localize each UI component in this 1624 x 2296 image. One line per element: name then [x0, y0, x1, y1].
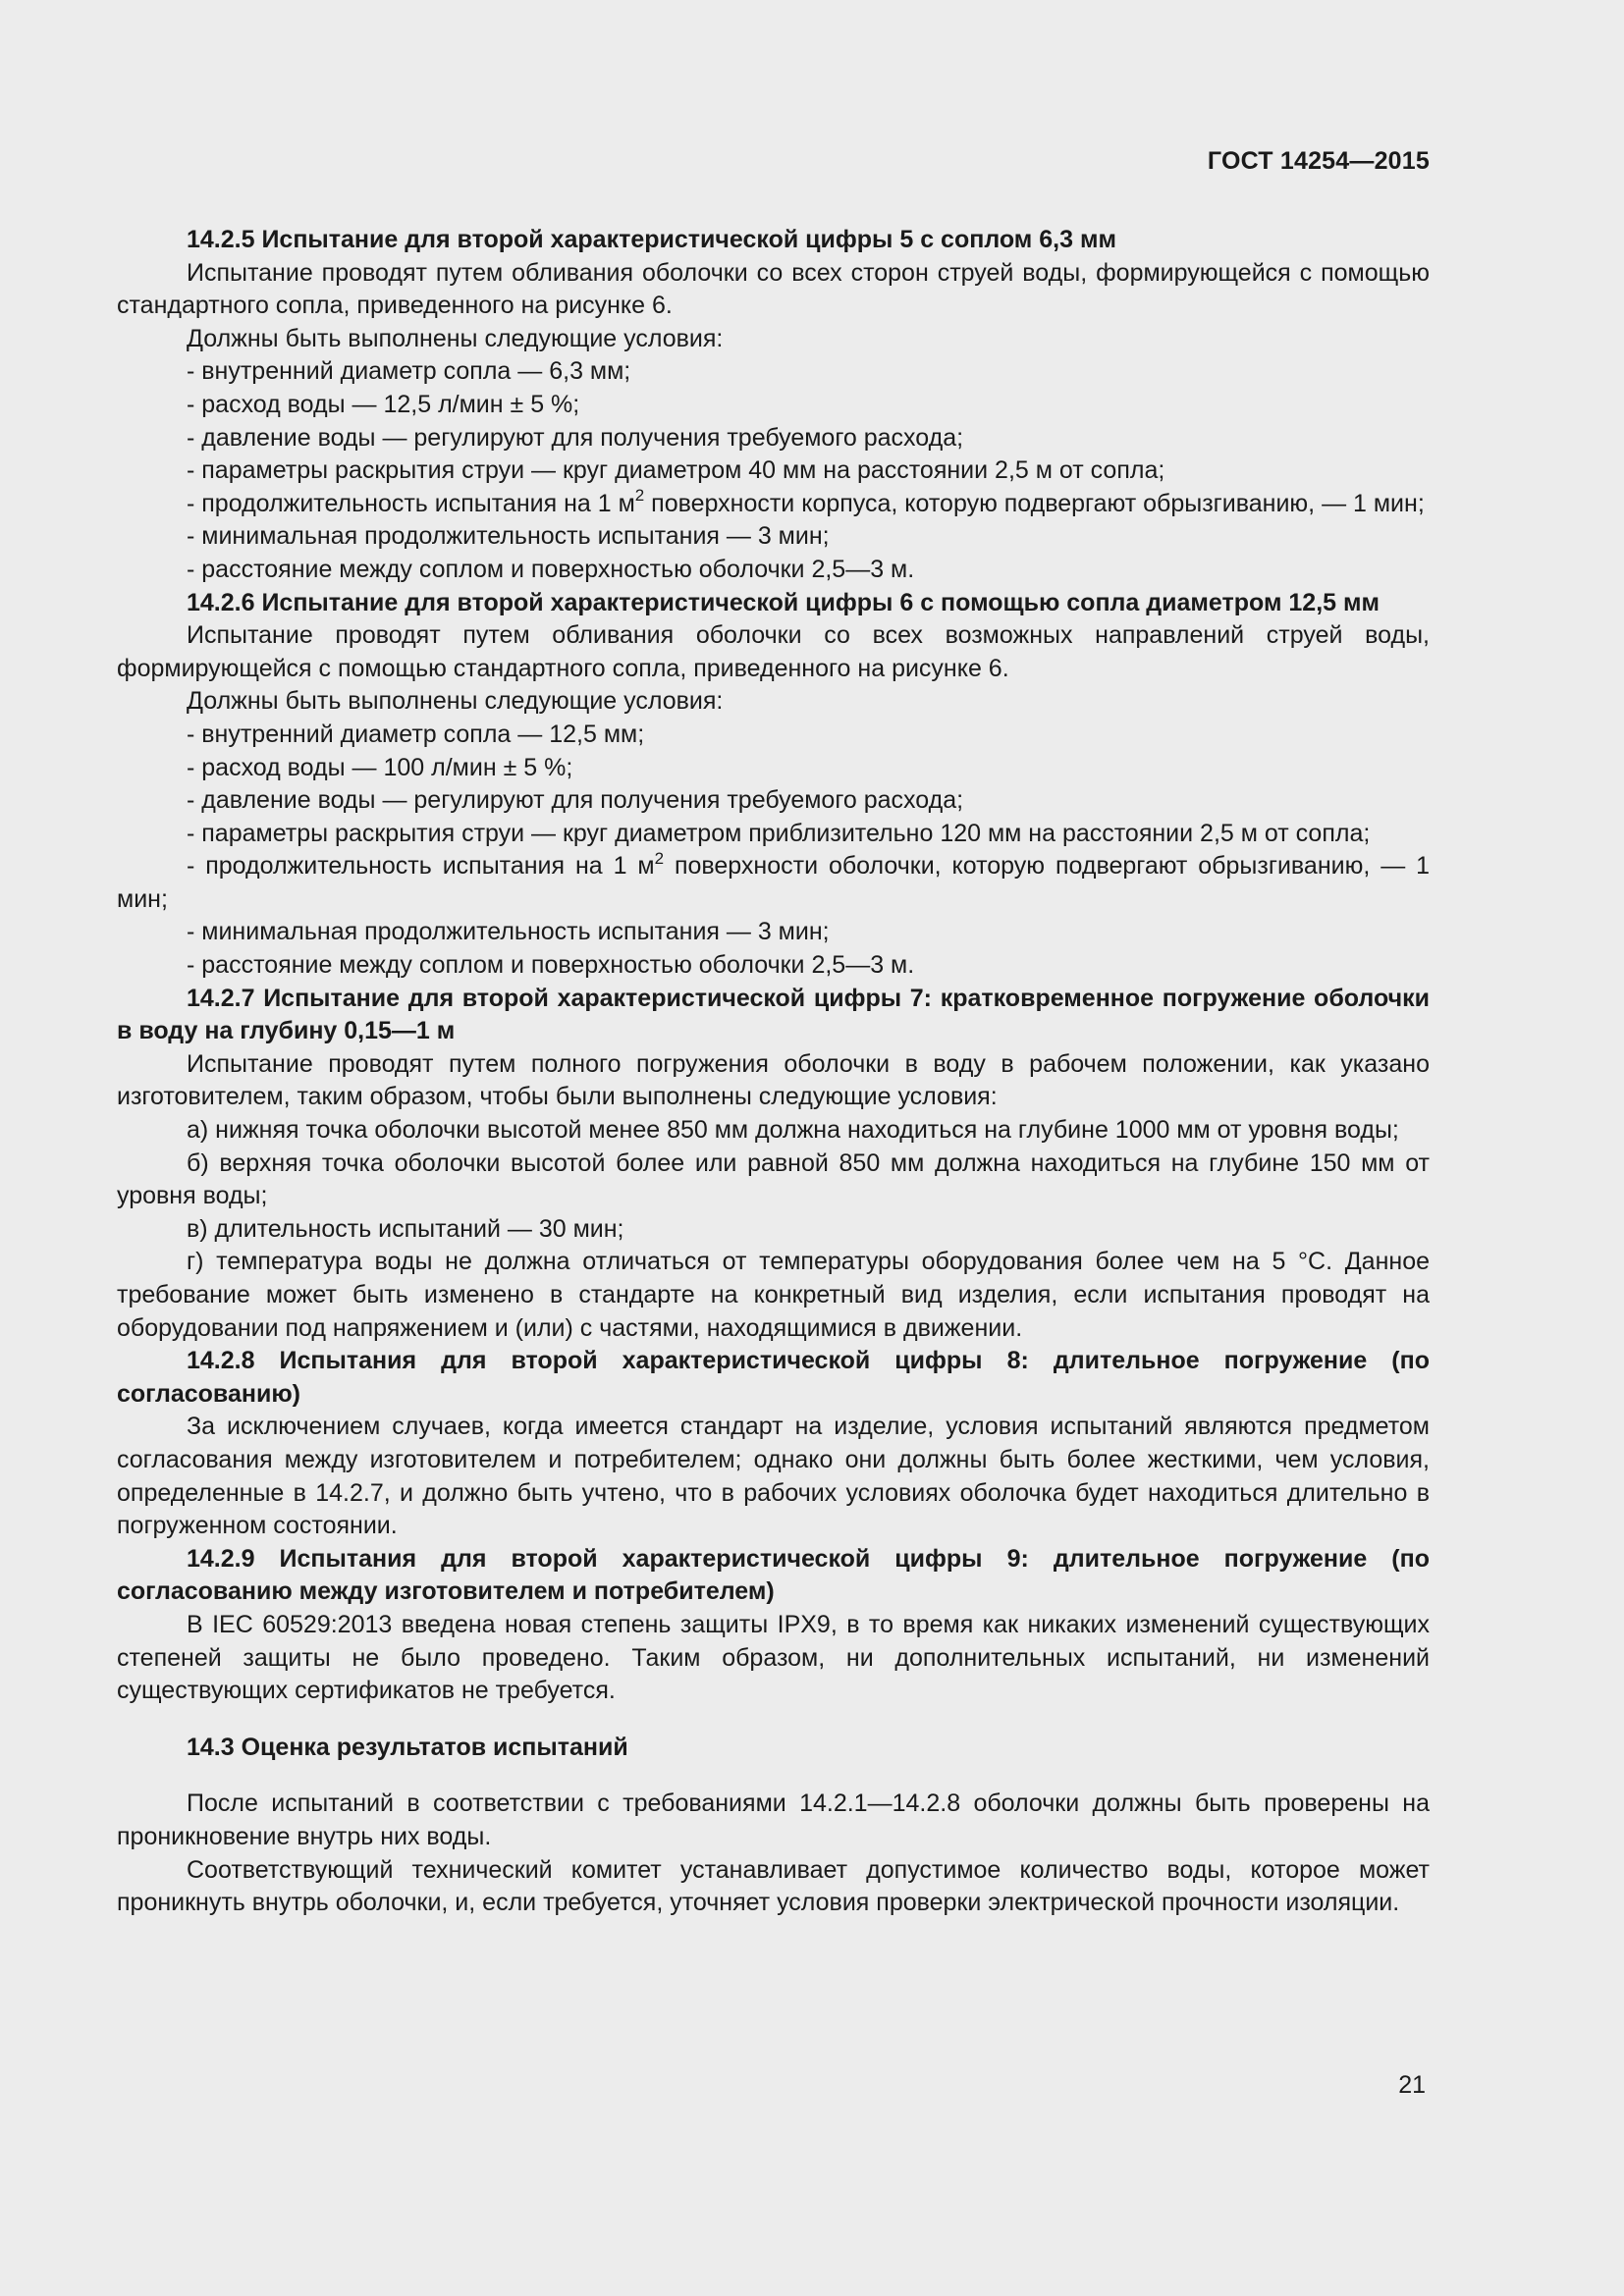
paragraph: После испытаний в соответствии с требованиями 14.2.1—14.2.8 оболочки должны быть проверены на проникновение внутрь них воды.	[117, 1789, 1430, 1850]
list-item: - внутренний диаметр сопла — 6,3 мм;	[187, 357, 631, 386]
list-item: - расход воды — 12,5 л/мин ± 5 %;	[187, 390, 580, 418]
section-heading: 14.2.6 Испытание для второй характеристической цифры 6 с помощью сопла диаметром 12,5 мм	[187, 588, 1380, 616]
list-item: - расстояние между соплом и поверхностью оболочки 2,5—3 м.	[187, 555, 915, 583]
superscript: 2	[654, 848, 665, 868]
list-item	[117, 850, 1430, 916]
list-item: г) температура воды не должна отличаться от температуры оборудования более чем на 5 °С. Данное требование может быть изменено в стандарте на конкретный вид изделия, если испытания проводят на оборудовании под напряжением и (или) с частями, находящимися в движении.	[117, 1248, 1430, 1342]
list-item-text: поверхности оболочки, которую подвергают обрызгиванию, — 1 мин;	[117, 852, 1431, 913]
document-id: ГОСТ 14254—2015	[1207, 147, 1430, 175]
superscript: 2	[634, 486, 645, 506]
list-item: а) нижняя точка оболочки высотой менее 850 мм должна находиться на глубине 1000 мм от уровня воды;	[187, 1116, 1399, 1145]
list-item: - внутренний диаметр сопла — 12,5 мм;	[187, 720, 645, 748]
paragraph: За исключением случаев, когда имеется стандарт на изделие, условия испытаний являются предметом согласования между изготовителем и потребителем; однако они должны быть более жесткими, чем условия, определенные в 14.2.7, и должно быть учтено, что в рабочих условиях оболочка будет находиться длительно в погруженном состоянии.	[117, 1413, 1430, 1540]
list-item-text: - продолжительность испытания на 1 м	[187, 489, 635, 517]
paragraph: Испытание проводят путем полного погружения оболочки в воду в рабочем положении, как указано изготовителем, таким образом, чтобы были выполнены следующие условия:	[117, 1049, 1430, 1111]
list-item: в) длительность испытаний — 30 мин;	[187, 1214, 624, 1243]
section-heading: 14.2.8 Испытания для второй характеристической цифры 8: длительное погружение (по согласованию)	[117, 1347, 1430, 1408]
page-number: 21	[1398, 2071, 1426, 2099]
list-item-text: поверхности корпуса, которую подвергают обрызгиванию, — 1 мин;	[644, 489, 1425, 517]
list-item: б) верхняя точка оболочки высотой более или равной 850 мм должна находиться на глубине 150 мм от уровня воды;	[117, 1148, 1430, 1210]
paragraph: Соответствующий технический комитет устанавливает допустимое количество воды, которое может проникнуть внутрь оболочки, и, если требуется, уточняет условия проверки электрической прочности изоляции.	[117, 1855, 1430, 1917]
section-heading: 14.2.7 Испытание для второй характеристической цифры 7: кратковременное погружение оболочки в воду на глубину 0,15—1 м	[117, 984, 1430, 1045]
section-heading: 14.3 Оценка результатов испытаний	[187, 1733, 628, 1761]
list-item: - расстояние между соплом и поверхностью оболочки 2,5—3 м.	[187, 951, 915, 980]
section-heading: 14.2.9 Испытания для второй характеристической цифры 9: длительное погружение (по согласованию между изготовителем и потребителем)	[117, 1544, 1430, 1606]
list-item: - расход воды — 100 л/мин ± 5 %;	[187, 753, 573, 781]
paragraph: Должны быть выполнены следующие условия:	[187, 324, 724, 352]
list-item: - давление воды — регулируют для получения требуемого расхода;	[187, 786, 964, 815]
paragraph: Испытание проводят путем обливания оболочки со всех сторон струей воды, формирующейся с помощью стандартного сопла, приведенного на рисунке 6.	[117, 258, 1430, 320]
list-item: - минимальная продолжительность испытания — 3 мин;	[187, 522, 830, 551]
section-heading: 14.2.5 Испытание для второй характеристической цифры 5 с соплом 6,3 мм	[187, 226, 1116, 253]
list-item: - параметры раскрытия струи — круг диаметром 40 мм на расстоянии 2,5 м от сопла;	[187, 456, 1165, 485]
list-item: - параметры раскрытия струи — круг диаметром приблизительно 120 мм на расстоянии 2,5 м от сопла;	[187, 819, 1371, 847]
paragraph: Испытание проводят путем обливания оболочки со всех возможных направлений струей воды, формирующейся с помощью стандартного сопла, приведенного на рисунке 6.	[117, 621, 1430, 682]
list-item: - давление воды — регулируют для получения требуемого расхода;	[187, 423, 964, 452]
page-content	[117, 224, 1430, 1920]
list-item-text: - продолжительность испытания на 1 м	[187, 852, 655, 881]
list-item: - минимальная продолжительность испытания — 3 мин;	[187, 918, 830, 946]
paragraph: В IEC 60529:2013 введена новая степень защиты IPX9, в то время как никаких изменений существующих степеней защиты не было проведено. Таким образом, ни дополнительных испытаний, ни изменений существующих сертификатов не требуется.	[117, 1610, 1430, 1705]
paragraph: Должны быть выполнены следующие условия:	[187, 687, 724, 716]
list-item	[117, 488, 1430, 521]
